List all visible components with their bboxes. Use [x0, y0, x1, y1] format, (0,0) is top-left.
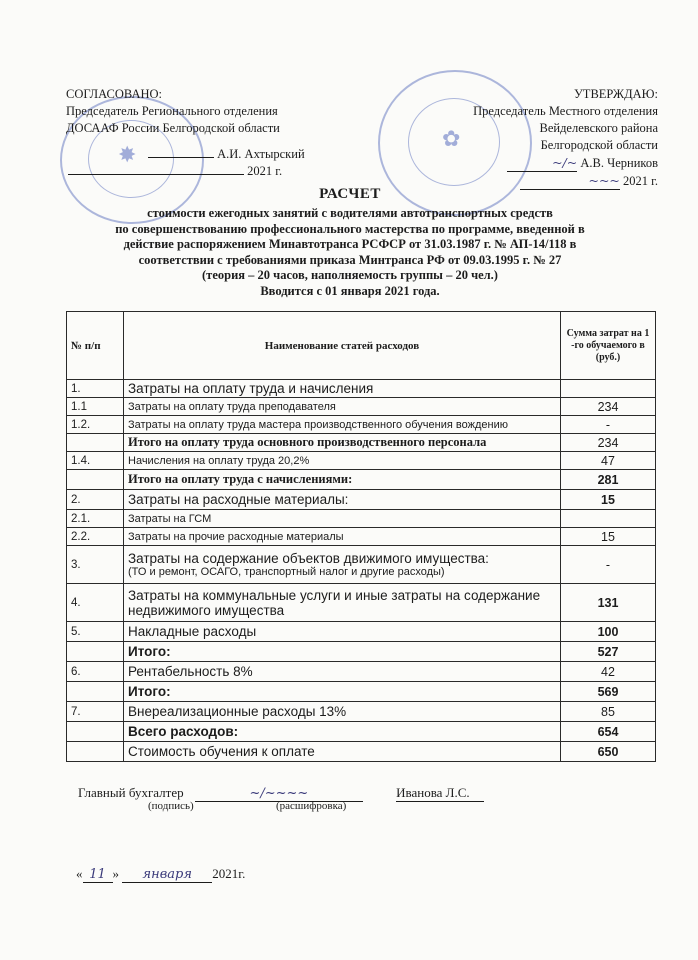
approval-right-line3: Белгородской области: [540, 138, 658, 152]
approval-right-signer: А.В. Черников: [580, 156, 658, 170]
table-row: [67, 742, 656, 762]
row-name: Накладные расходы: [124, 622, 561, 642]
row-value: 42: [561, 662, 656, 682]
row-name: Затраты на содержание объектов движимого имущества:: [128, 551, 489, 566]
table-row: [67, 662, 656, 682]
row-value: -: [561, 546, 656, 584]
document-title: [60, 186, 640, 299]
accountant-name: Иванова Л.С.: [396, 785, 484, 802]
caption-decode: (расшифровка): [276, 800, 347, 812]
row-num: 4.: [67, 584, 124, 622]
row-value: 654: [561, 722, 656, 742]
row-num: 5.: [67, 622, 124, 642]
row-value: 131: [561, 584, 656, 622]
row-num: [67, 470, 124, 490]
header-sum: Сумма затрат на 1 -го обучаемого в (руб.): [561, 312, 656, 380]
row-value: -: [561, 416, 656, 434]
approval-left-heading: СОГЛАСОВАНО:: [66, 87, 163, 101]
table-row: [67, 510, 656, 528]
approval-left-line2: ДОСААФ России Белгородской области: [66, 121, 280, 135]
row-name: Затраты на ГСМ: [124, 510, 561, 528]
date-day: 11: [83, 867, 113, 883]
accountant-role: Главный бухгалтер: [78, 785, 184, 800]
caption-sign: (подпись): [148, 800, 194, 812]
approval-left-signer: А.И. Ахтырский: [217, 147, 305, 161]
table-row: [67, 642, 656, 662]
approval-right-line2: Вейделевского района: [539, 121, 658, 135]
row-name: Итого на оплату труда с начислениями:: [124, 470, 561, 490]
row-name: Внереализационные расходы 13%: [124, 702, 561, 722]
row-num: 2.1.: [67, 510, 124, 528]
table-row: [67, 490, 656, 510]
row-value: 234: [561, 434, 656, 452]
row-name: Затраты на прочие расходные материалы: [124, 528, 561, 546]
row-num: 3.: [67, 546, 124, 584]
row-value: 234: [561, 398, 656, 416]
table-row: [67, 398, 656, 416]
row-name: Всего расходов:: [124, 722, 561, 742]
table-row: [67, 546, 656, 584]
row-num: 1.: [67, 380, 124, 398]
row-name: Итого:: [124, 682, 561, 702]
title-sub5: (теория – 20 часов, наполняемость группы – 20 чел.): [202, 268, 498, 282]
table-row: [67, 722, 656, 742]
table-row: [67, 380, 656, 398]
table-row: [67, 470, 656, 490]
row-name-note: (ТО и ремонт, ОСАГО, транспортный налог и другие расходы): [128, 566, 445, 578]
stamp-left: ✸: [60, 96, 204, 224]
row-num: [67, 642, 124, 662]
approval-right: УТВЕРЖДАЮ: Председатель Местного отделения Вейделевского района Белгородской области ~/~ А.В. Черников ~~~ 2021 г.: [440, 86, 658, 190]
table-row: [67, 452, 656, 470]
row-num: 1.2.: [67, 416, 124, 434]
header-num: № п/п: [67, 312, 124, 380]
table-row: [67, 622, 656, 642]
header-name: Наименование статей расходов: [124, 312, 561, 380]
row-num: 2.: [67, 490, 124, 510]
row-value: 85: [561, 702, 656, 722]
row-name: Затраты на оплату труда преподавателя: [124, 398, 561, 416]
row-value: [561, 510, 656, 528]
row-value: 100: [561, 622, 656, 642]
table-row: [67, 702, 656, 722]
approval-right-year: 2021 г.: [623, 174, 658, 188]
title-sub3: действие распоряжением Минавтотранса РСФСР от 31.03.1987 г. № АП-14/118 в: [123, 237, 577, 251]
table-row: [67, 682, 656, 702]
approval-left-line1: Председатель Регионального отделения: [66, 104, 278, 118]
row-num: [67, 722, 124, 742]
accountant-signature: ~/~~~~: [195, 786, 363, 802]
title-sub1: стоимости ежегодных занятий с водителями автотранспортных средств: [147, 206, 553, 220]
title-sub6: Вводится с 01 января 2021 года.: [260, 283, 440, 298]
row-num: 1.4.: [67, 452, 124, 470]
row-name-multiline: [124, 546, 561, 584]
row-num: [67, 742, 124, 762]
row-name: Итого:: [124, 642, 561, 662]
row-value: 281: [561, 470, 656, 490]
row-value: 569: [561, 682, 656, 702]
document-date: « 11 » января 2021г.: [76, 866, 246, 882]
row-num: [67, 434, 124, 452]
row-name: Затраты на оплату труда мастера производственного обучения вождению: [124, 416, 561, 434]
approval-left: [66, 86, 366, 180]
date-year: 2021г.: [212, 866, 246, 881]
approval-right-heading: УТВЕРЖДАЮ:: [573, 87, 658, 101]
row-num: 6.: [67, 662, 124, 682]
row-value: [561, 380, 656, 398]
approval-right-line1: Председатель Местного отделения: [473, 104, 658, 118]
row-name: Итого на оплату труда основного производственного персонала: [124, 434, 561, 452]
row-name: Затраты на расходные материалы:: [124, 490, 561, 510]
stamp-right: ✿: [378, 70, 532, 216]
row-num: 7.: [67, 702, 124, 722]
title-sub2: по совершенствованию профессионального мастерства по программе, введенной в: [115, 221, 585, 236]
row-num: [67, 682, 124, 702]
row-name: Рентабельность 8%: [124, 662, 561, 682]
table-row: [67, 528, 656, 546]
row-num: 2.2.: [67, 528, 124, 546]
cost-table: [66, 311, 656, 762]
row-value: 650: [561, 742, 656, 762]
approval-left-year: 2021 г.: [247, 164, 283, 178]
table-row: [67, 416, 656, 434]
date-month: января: [122, 867, 212, 883]
row-name: Затраты на коммунальные услуги и иные затраты на содержание недвижимого имущества: [124, 584, 561, 622]
table-row: [67, 434, 656, 452]
title-main: РАСЧЕТ: [319, 186, 381, 202]
row-value: 527: [561, 642, 656, 662]
row-name: Стоимость обучения к оплате: [124, 742, 561, 762]
row-value: 15: [561, 490, 656, 510]
row-num: 1.1: [67, 398, 124, 416]
title-sub4: соответствии с требованиями приказа Минтранса РФ от 09.03.1995 г. № 27: [138, 252, 562, 267]
row-value: 47: [561, 452, 656, 470]
table-row: [67, 584, 656, 622]
row-value: 15: [561, 528, 656, 546]
row-name: Затраты на оплату труда и начисления: [124, 380, 561, 398]
row-name: Начисления на оплату труда 20,2%: [124, 452, 561, 470]
table-header-row: [67, 312, 656, 380]
